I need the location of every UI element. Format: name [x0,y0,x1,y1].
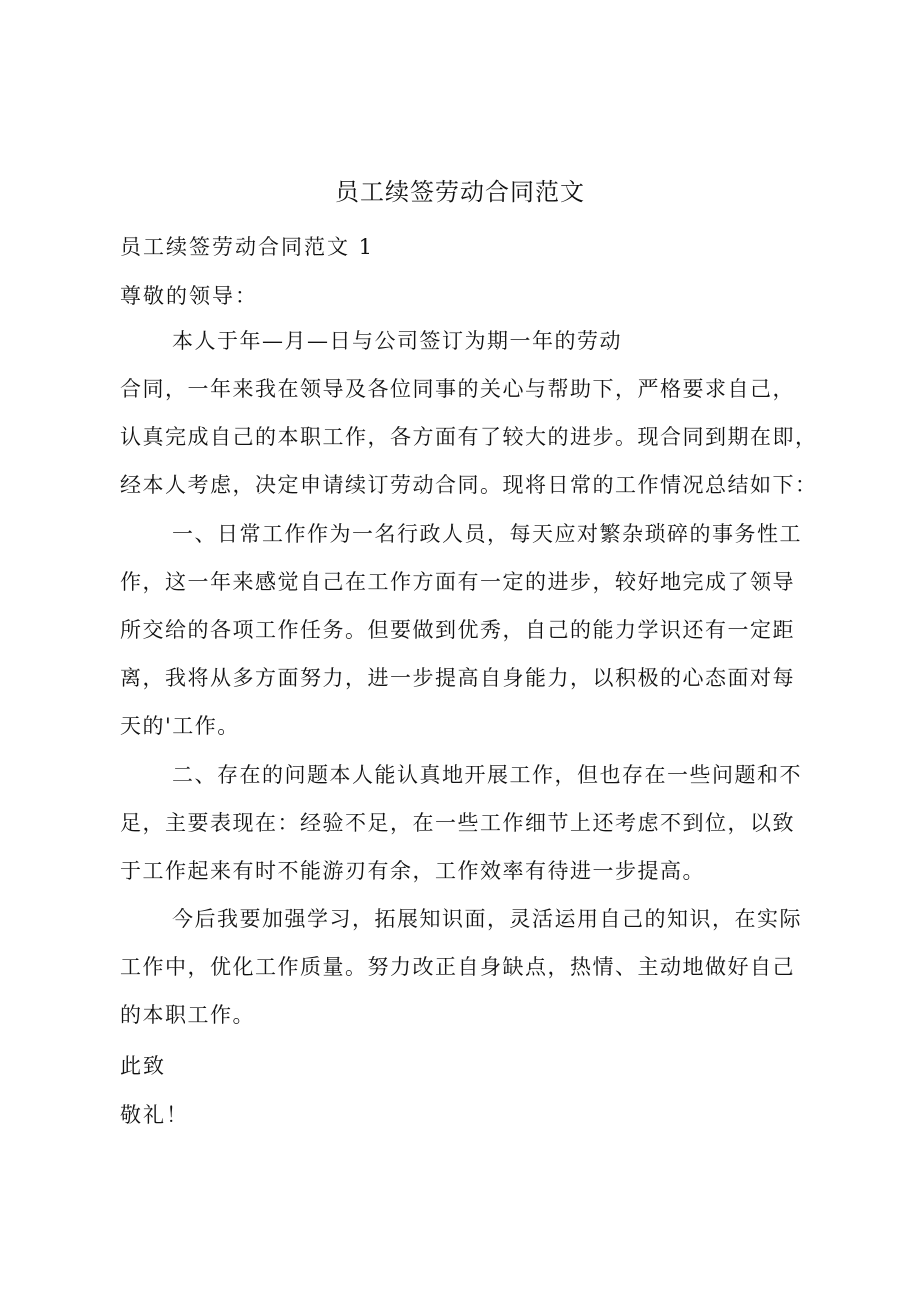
paragraph-line: 的本职工作。 [120,1003,255,1027]
paragraph-2 [120,510,820,750]
document-title: 员工续签劳动合同范文 [335,178,585,206]
paragraph-3 [120,751,820,895]
paragraph-line: 二、存在的问题本人能认真地开展工作，但也存在一些问题和不 [172,763,802,787]
paragraph-1 [120,317,820,509]
document-subtitle: 员工续签劳动合同范文 1 [120,235,375,259]
paragraph-line: 于工作起来有时不能游刃有余，工作效率有待进一步提高。 [120,859,705,883]
paragraph-line: 认真完成自己的本职工作，各方面有了较大的进步。现合同到期在即， [120,425,818,449]
paragraph-line: 工作中，优化工作质量。努力改正自身缺点，热情、主动地做好自己 [120,955,795,979]
paragraph-line: 作，这一年来感觉自己在工作方面有一定的进步，较好地完成了领导 [120,570,795,594]
closing-greeting: 此致 [120,1054,166,1078]
salutation: 尊敬的领导： [120,284,258,308]
paragraph-line: 经本人考虑，决定申请续订劳动合同。现将日常的工作情况总结如下： [120,473,818,497]
paragraph-line: 足，主要表现在：经验不足，在一些工作细节上还考虑不到位，以致 [120,811,795,835]
paragraph-line: 今后我要加强学习，拓展知识面，灵活运用自己的知识，在实际 [172,907,802,931]
paragraph-line: 所交给的各项工作任务。但要做到优秀，自己的能力学识还有一定距 [120,618,795,642]
paragraph-line: 离，我将从多方面努力，进一步提高自身能力，以积极的心态面对每 [120,666,795,690]
paragraph-line: 合同，一年来我在领导及各位同事的关心与帮助下，严格要求自己， [120,377,795,401]
paragraph-line: 一、日常工作作为一名行政人员，每天应对繁杂琐碎的事务性工 [172,522,802,546]
paragraph-line: 天的'工作。 [120,714,240,738]
paragraph-4 [120,895,820,1039]
paragraph-line: 本人于年—月—日与公司签订为期一年的劳动 [172,329,622,353]
closing-regards: 敬礼！ [120,1103,189,1127]
